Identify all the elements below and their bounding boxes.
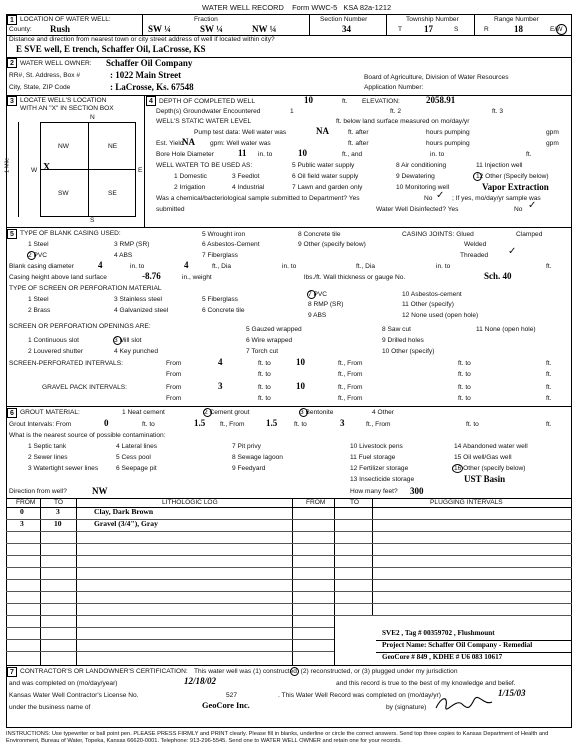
circle-mark-mill-slot <box>113 336 122 345</box>
circle-mark-bentonite <box>299 408 308 417</box>
owner-value: Schaffer Oil Company <box>106 58 193 68</box>
township-value: 17 <box>424 24 433 34</box>
table-row: 3 <box>20 519 24 528</box>
section-number-value: 34 <box>342 24 351 34</box>
section-2-number: 2 <box>7 58 17 68</box>
water-well-record-form: WATER WELL RECORD Form WWC-5 KSA 82a-1212 1 LOCATION OF WATER WELL: County: Rush Fraction SW ¼ SW ¼ NW ¼ Section Number 34 Township Number T 17 S Range Number R 18 E/W Distance and direction from nearest town or city street address of well if located within city? E SVE well, E trench, Schaffer Oil, LaCrosse, KS 2 WATER WELL OWNER: Schaffer Oil Company RR#, St. Address, Box # : 1022 Main Street City, State, ZIP Code : LaCrosse, Ks. 67548 Board of Agriculture, Division of Water Resources Application Number: 3 LOCATE WELL'S LOCATION WITH AN "X" IN SECTION BOX N S W E 1 Mile NW NE SW SE X 4 DEPTH OF COMPLETED WELL 10 ft. ELEVATION: 2058.91 Depth(s) Groundwater Encountered 1 ft. 2 ft. 3 WELL'S STATIC WATER LEVEL ft. below land surface measured on mo/day/yr Pump test data: Well water was NA ft. after hours pumping gpm Est. Yield NA gpm: Well water was ft. after hours pumping gpm Bore Hole Diameter 11 in. to 10 ft., and in. to ft. WELL WATER TO BE USED AS: 5 Public water supply 8 Air conditioning 11 Injection well 1 Domestic 3 Feedlot 6 Oil field water supply 9 Dewatering 12 Other (Specify below) 2 Irrigation 4 Industrial 7 Lawn and garden only 10 Monitoring well Vapor Extraction Was a chemical/bacteriological sample submitted to Department? Yes No ✓ ; If yes, mo/day/yr sample was submitted Water Well Disinfected? Yes No ✓ 5 TYPE OF BLANK CASING USED: 1 Steel 3 RMP (SR) 5 Wrought iron 6 Asbestos-Cement 8 Concrete tile 9 Other (specify below) 2 PVC 4 ABS 7 Fiberglass CASING JOINTS: Glued Clamped Welded Threaded ✓ Blank casing diameter 4 in. to 4 ft., Dia in. to ft., Dia in. to ft. Casing height above land surface -8.76 in., weight lbs./ft. Wall thickness or gauge No. Sch. 40 TYPE OF SCREEN OR PERFORATION MATERIAL 1 Steel 3 Stainless steel 5 Fiberglass 7 PVC 10 Asbestos-cement 2 Brass 4 Galvanized steel 6 Concrete tile 8 RMP (SR) 11 Other (specify) 9 ABS 12 None used (open hole) SCREEN OR PERFORATION OPENINGS ARE: 5 Gauzed wrapped 8 Saw cut 11 None (open hole) 1 Continuous slot 3 Mill slot 6 Wire wrapped 9 Drilled holes 2 Louvered shutter 4 Key punched 7 Torch cut 10 Other (specify) SCREEN-PERFORATED INTERVALS: From 4 ft. to 10 ft., From ft. to ft. From ft. to ft., From ft. to ft. GRAVEL PACK INTERVALS: From 3 ft. to 10 ft., From ft. to ft. From ft. to ft., From ft. to ft. 6 GROUT MATERIAL: 1 Neat cement 2 Cement grout 3 Bentonite 4 Other Grout Intervals: From 0 ft. to 1.5 ft., From 1.5 ft. to 3 ft., From ft. to ft. What is the nearest source of possible contamination: 1 Septic tank 4 Lateral lines 7 Pit privy 10 Livestock pens 14 Abandoned water well 2 Sewer lines 5 Cess pool 8 Sewage lagoon 11 Fuel storage 15 Oil well/Gas well 3 Watertight sewer lines 6 Seepage pit 9 Feedyard 12 Fertilizer storage 16 Other (specify below) 13 Insecticide storage UST Basin Direction from well? NW How many feet? 300 FROM TO LITHOLOGIC LOG FROM TO PLUGGING INTERVALS 0 3 Clay, Dark Brown 3 10 Gravel (3/4"), Gray SVE2 , Tag # 00359702 , Flushmount Project Name: Schaffer Oil Company - Remedial GeoCore # 849 , KDHE # U6 083 10617 7 CONTRACTOR'S OR LANDOWNER'S CERTIFICATION: This water well was (1) constructed, (2) reconstructed, or (3) plugged under my jurisdiction and was completed on (mo/day/year) 12/18/02 and this record is true to the best of my knowledge and belief. Kansas Water Well Contractor's License No. 527 . This Water Well Record was completed on (mo/day/yr) 1/15/03 under the business name of GeoCore Inc. by (signature) INSTRUCTIONS: Use typewriter or ball point pen. PLEASE PRESS FIRMLY and PRINT clearly. Please fill in blanks, underline or circle the correct answers. Send top three copies to Kansas Department of Health and Environment, Bureau of Water, Topeka, Kansas 66620-0001. Telephone: 913-296-5545. Send one to WATER WELL OWNER and retain one for your records. <box>6 4 572 748</box>
completed-date: 12/18/02 <box>184 676 217 686</box>
grout-to-2: 3 <box>340 418 345 428</box>
section-number-label: Section Number <box>320 16 368 23</box>
fraction-2: SW ¼ <box>200 24 223 34</box>
city-value: : LaCrosse, Ks. 67548 <box>110 82 194 92</box>
circle-mark-cement-grout <box>203 408 212 417</box>
contam-other-value: UST Basin <box>464 474 506 484</box>
casing-height-value: -8.76 <box>142 271 161 281</box>
form-title: WATER WELL RECORD Form WWC-5 KSA 82a-1212 <box>202 3 392 12</box>
casing-to-value: 4 <box>184 260 189 270</box>
range-label: Range Number <box>494 16 539 23</box>
owner-label: WATER WELL OWNER: <box>20 60 92 67</box>
fraction-1: SW ¼ <box>148 24 171 34</box>
distance-label: Distance and direction from nearest town or city street address of well if located within city? <box>9 36 275 43</box>
screen-interval-to: 10 <box>296 357 305 367</box>
use-other-value: Vapor Extraction <box>482 182 549 192</box>
section-5-number: 5 <box>7 229 17 239</box>
yield-value: NA <box>182 137 195 147</box>
board-label: Board of Agriculture, Division of Water Resources <box>364 74 509 81</box>
fraction-label: Fraction <box>194 16 218 23</box>
direction-value: NW <box>92 486 108 496</box>
record-date: 1/15/03 <box>498 688 526 698</box>
location-x-mark: X <box>43 162 51 173</box>
one-mile-label: 1 Mile <box>4 157 11 173</box>
business-name: GeoCore Inc. <box>202 701 250 710</box>
section-6-number: 6 <box>7 408 17 418</box>
circle-mark-casing-pvc <box>27 251 36 260</box>
instructions-text: INSTRUCTIONS: Use typewriter or ball point pen. PLEASE PRESS FIRMLY and PRINT clearly. Please fill in blanks, underline or circle the correct answers. Send top three copies to Kansas Department of Health and Environment, Bureau of Water, Topeka, Kansas 66620-0001. Telephone: 913-296-5545. Send one to WATER WELL OWNER and retain one for your records. <box>6 731 549 744</box>
section-7-number: 7 <box>7 667 17 677</box>
section-3-title-1: LOCATE WELL'S LOCATION <box>20 97 107 104</box>
how-many-feet-value: 300 <box>410 486 424 496</box>
grout-from: 0 <box>104 418 109 428</box>
stamp-line-3: GeoCore # 849 , KDHE # U6 083 10617 <box>382 653 503 661</box>
circle-mark-contam-16 <box>452 464 463 473</box>
circle-mark-screen-pvc <box>307 290 316 299</box>
screen-interval-from: 4 <box>218 357 223 367</box>
checkmark-threaded: ✓ <box>508 246 517 257</box>
address-label: RR#, St. Address, Box # <box>9 72 81 79</box>
circle-mark-use-12 <box>473 172 482 181</box>
county-value: Rush <box>50 24 71 34</box>
circle-mark-constructed <box>290 667 299 676</box>
checkmark-chem-no: ✓ <box>436 190 445 201</box>
depth-value: 10 <box>304 95 313 105</box>
distance-value: E SVE well, E trench, Schaffer Oil, LaCrosse, KS <box>16 44 206 54</box>
range-ew: E/W <box>550 26 563 33</box>
address-value: : 1022 Main Street <box>110 70 182 80</box>
circle-mark-range-w <box>556 24 567 35</box>
grout-from-2: 1.5 <box>266 418 278 428</box>
bore-to-value: 10 <box>298 148 307 158</box>
section-1-number: 1 <box>7 15 17 25</box>
county-label: County: <box>9 26 32 33</box>
elevation-value: 2058.91 <box>426 95 456 105</box>
gravel-pack-to: 10 <box>296 381 305 391</box>
pump-test-value: NA <box>316 126 329 136</box>
section-4-number: 4 <box>146 96 156 106</box>
wall-thickness-value: Sch. 40 <box>484 271 512 281</box>
city-label: City, State, ZIP Code <box>9 84 71 91</box>
fraction-3: NW ¼ <box>252 24 277 34</box>
checkmark-disinfected-no: ✓ <box>528 200 537 211</box>
grout-to: 1.5 <box>194 418 206 428</box>
stamp-line-1: SVE2 , Tag # 00359702 , Flushmount <box>382 629 495 637</box>
gravel-pack-from: 3 <box>218 381 223 391</box>
section-1-title: LOCATION OF WATER WELL: <box>20 16 111 23</box>
bore-diameter-value: 11 <box>238 148 247 158</box>
casing-diameter-value: 4 <box>98 260 103 270</box>
range-value: 18 <box>514 24 523 34</box>
signature-mark <box>434 694 494 712</box>
section-3-title-2: WITH AN "X" IN SECTION BOX <box>20 105 114 112</box>
stamp-line-2: Project Name: Schaffer Oil Company - Remedial <box>382 641 533 649</box>
section-3-number: 3 <box>7 96 17 106</box>
application-number-label: Application Number: <box>364 84 424 91</box>
township-label: Township Number <box>406 16 459 23</box>
license-number: 527 <box>226 692 238 699</box>
table-row: 0 <box>20 507 24 516</box>
